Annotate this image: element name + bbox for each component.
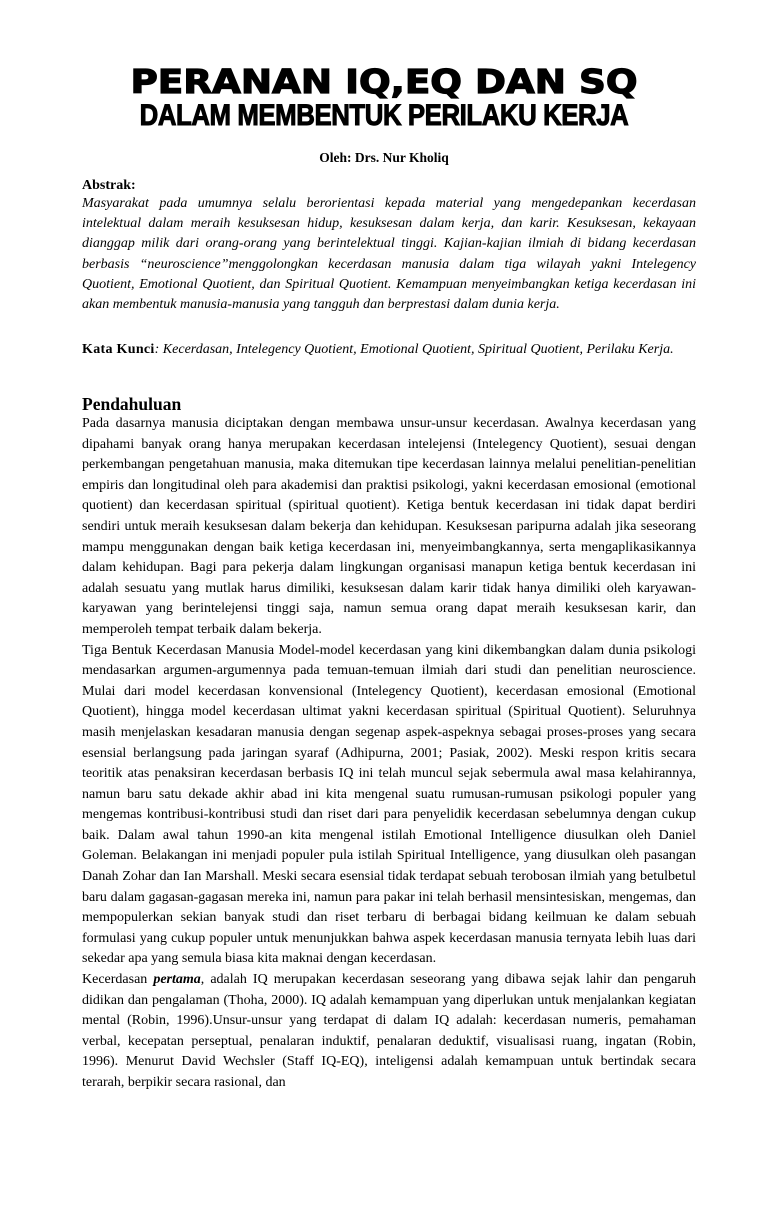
keywords-label: Kata Kunci	[82, 342, 155, 357]
paragraph	[82, 970, 696, 1094]
abstract-label: Abstrak:	[82, 178, 136, 193]
author-line: Oleh: Drs. Nur Kholiq	[319, 150, 449, 165]
keywords-separator: :	[154, 342, 163, 357]
paragraph-prefix: Kecerdasan	[82, 972, 154, 988]
paragraph: Tiga Bentuk Kecerdasan Manusia Model-model kecerdasan yang kini dikembangkan dalam dunia psikologi mendasarkan argumen-argumennya pada temuan-temuan ilmiah dari studi dan penelitian neuroscience. Mulai dari model kecerdasan konvensional (Intelegency Quotient), kecerdasan emosional (Emotional Quotient), hingga model kecerdasan ultimat yakni kecerdasan spiritual (Spiritual Quotient). Seluruhnya masih menjelaskan kesadaran manusia dengan segenap aspek-aspeknya sebagai proses-proses yang secara esensial berlangsung pada jaringan syaraf (Adhipurna, 2001; Pasiak, 2002). Meski respon kritis secara teoritik atas penaksiran kecerdasan berbasis IQ ini telah muncul sejak sebermula awal masa kelahirannya, namun baru satu dekade akhir abad ini kita mengenal suatu rumusan-rumusan psikologi populer yang mengemas kontribusi-kontribusi studi dan riset dari para penyelidik kecerdasan sebelumnya dengan cukup baik. Dalam awal tahun 1990-an kita mengenal istilah Emotional Intelligence diusulkan oleh Daniel Goleman. Belakangan ini menjadi populer pula istilah Spiritual Intelligence, yang diusulkan oleh pasangan Danah Zohar dan Ian Marshall. Meski secara esensial tidak terdapat sebuah terobosan ilmiah yang betulbetul baru dalam gagasan-gagasan mereka ini, namun para pakar ini telah berhasil mensintesiskan, mengemas, dan mempopulerkan sekian banyak studi dan riset terbaru di berbagai bidang keilmuan ke dalam sebuah formulasi yang cukup populer untuk menunjukkan bahwa aspek kecerdasan manusia ternyata lebih luas dari sekedar apa yang semula biasa kita maknai dengan kecerdasan.	[82, 642, 696, 967]
keywords-text: Kecerdasan, Intelegency Quotient, Emotional Quotient, Spiritual Quotient, Perilaku Kerja.	[162, 342, 674, 357]
paragraph-rest: , adalah IQ merupakan kecerdasan seseorang yang dibawa sejak lahir dan pengaruh didikan dan pengalaman (Thoha, 2000). IQ adalah kemampuan yang diperlukan untuk menjalankan kegiatan mental (Robin, 1996).Unsur-unsur yang terdapat di dalam IQ adalah: kecerdasan numeris, pemahaman verbal, kecepatan perseptual, penalaran induktif, penalaran deduktif, visualisasi ruang, ingatan (Robin, 1996). Menurut David Wechsler (Staff IQ-EQ), inteligensi adalah kemampuan untuk bertindak secara terarah, berpikir secara rasional, dan	[82, 972, 696, 1090]
emphasis-pertama: pertama	[153, 972, 201, 988]
title-block	[0, 64, 768, 132]
section-heading: Pendahuluan	[82, 394, 182, 414]
title-line-2: DALAM MEMBENTUK PERILAKU KERJA	[139, 99, 629, 132]
abstract-text: Masyarakat pada umumnya selalu berorientasi kepada material yang mengedepankan kecerdasan intelektual dalam meraih kesuksesan hidup, kesuksesan dalam kerja, dan karir. Kesuksesan, kekayaan dianggap milik dari orang-orang yang berintelektual tinggi. Kajian-kajian ilmiah di bidang kecerdasan berbasis “neuroscience”menggolongkan kecerdasan manusia dalam tiga wilayah yakni Intelegency Quotient, Emotional Quotient, dan Spiritual Quotient. Kemampuan menyeimbangkan ketiga kecerdasan ini akan membentuk manusia-manusia yang tangguh dan berprestasi dalam dunia kerja.	[82, 196, 696, 313]
introduction-body	[82, 414, 696, 1094]
title-line-1: PERANAN IQ,EQ DAN SQ	[130, 62, 638, 101]
paragraph: Pada dasarnya manusia diciptakan dengan membawa unsur-unsur kecerdasan. Awalnya kecerdasan yang dipahami banyak orang hanya merupakan kecerdasan intelejensi (Intelegency Quotient), sesuai dengan perkembangan pengetahuan manusia, maka ditemukan tipe kecerdasan lainnya melalui penelitian-penelitian empiris dan longitudinal oleh para akademisi dan praktisi psikologi, yakni kecerdasan emosional (emotional quotient) dan kecerdasan spiritual (spiritual quotient). Ketiga bentuk kecerdasan ini tidak dapat berdiri sendiri untuk meraih kesuksesan dalam bekerja dan kehidupan. Kesuksesan paripurna adalah jika seseorang mampu menggunakan dengan baik ketiga kecerdasan ini, menyeimbangkannya, serta mengaplikasikannya dalam kehidupan. Bagi para pekerja dalam lingkungan organisasi manapun ketiga bentuk kecerdasan ini adalah sesuatu yang mutlak harus dimiliki, kesuksesan dalam karir tidak hanya dimiliki oleh karyawan-karyawan yang berintelejensi tinggi saja, namun semua orang dapat meraih kesuksesan karir, dan memperoleh tempat terbaik dalam bekerja.	[82, 416, 696, 637]
keywords	[82, 340, 696, 360]
